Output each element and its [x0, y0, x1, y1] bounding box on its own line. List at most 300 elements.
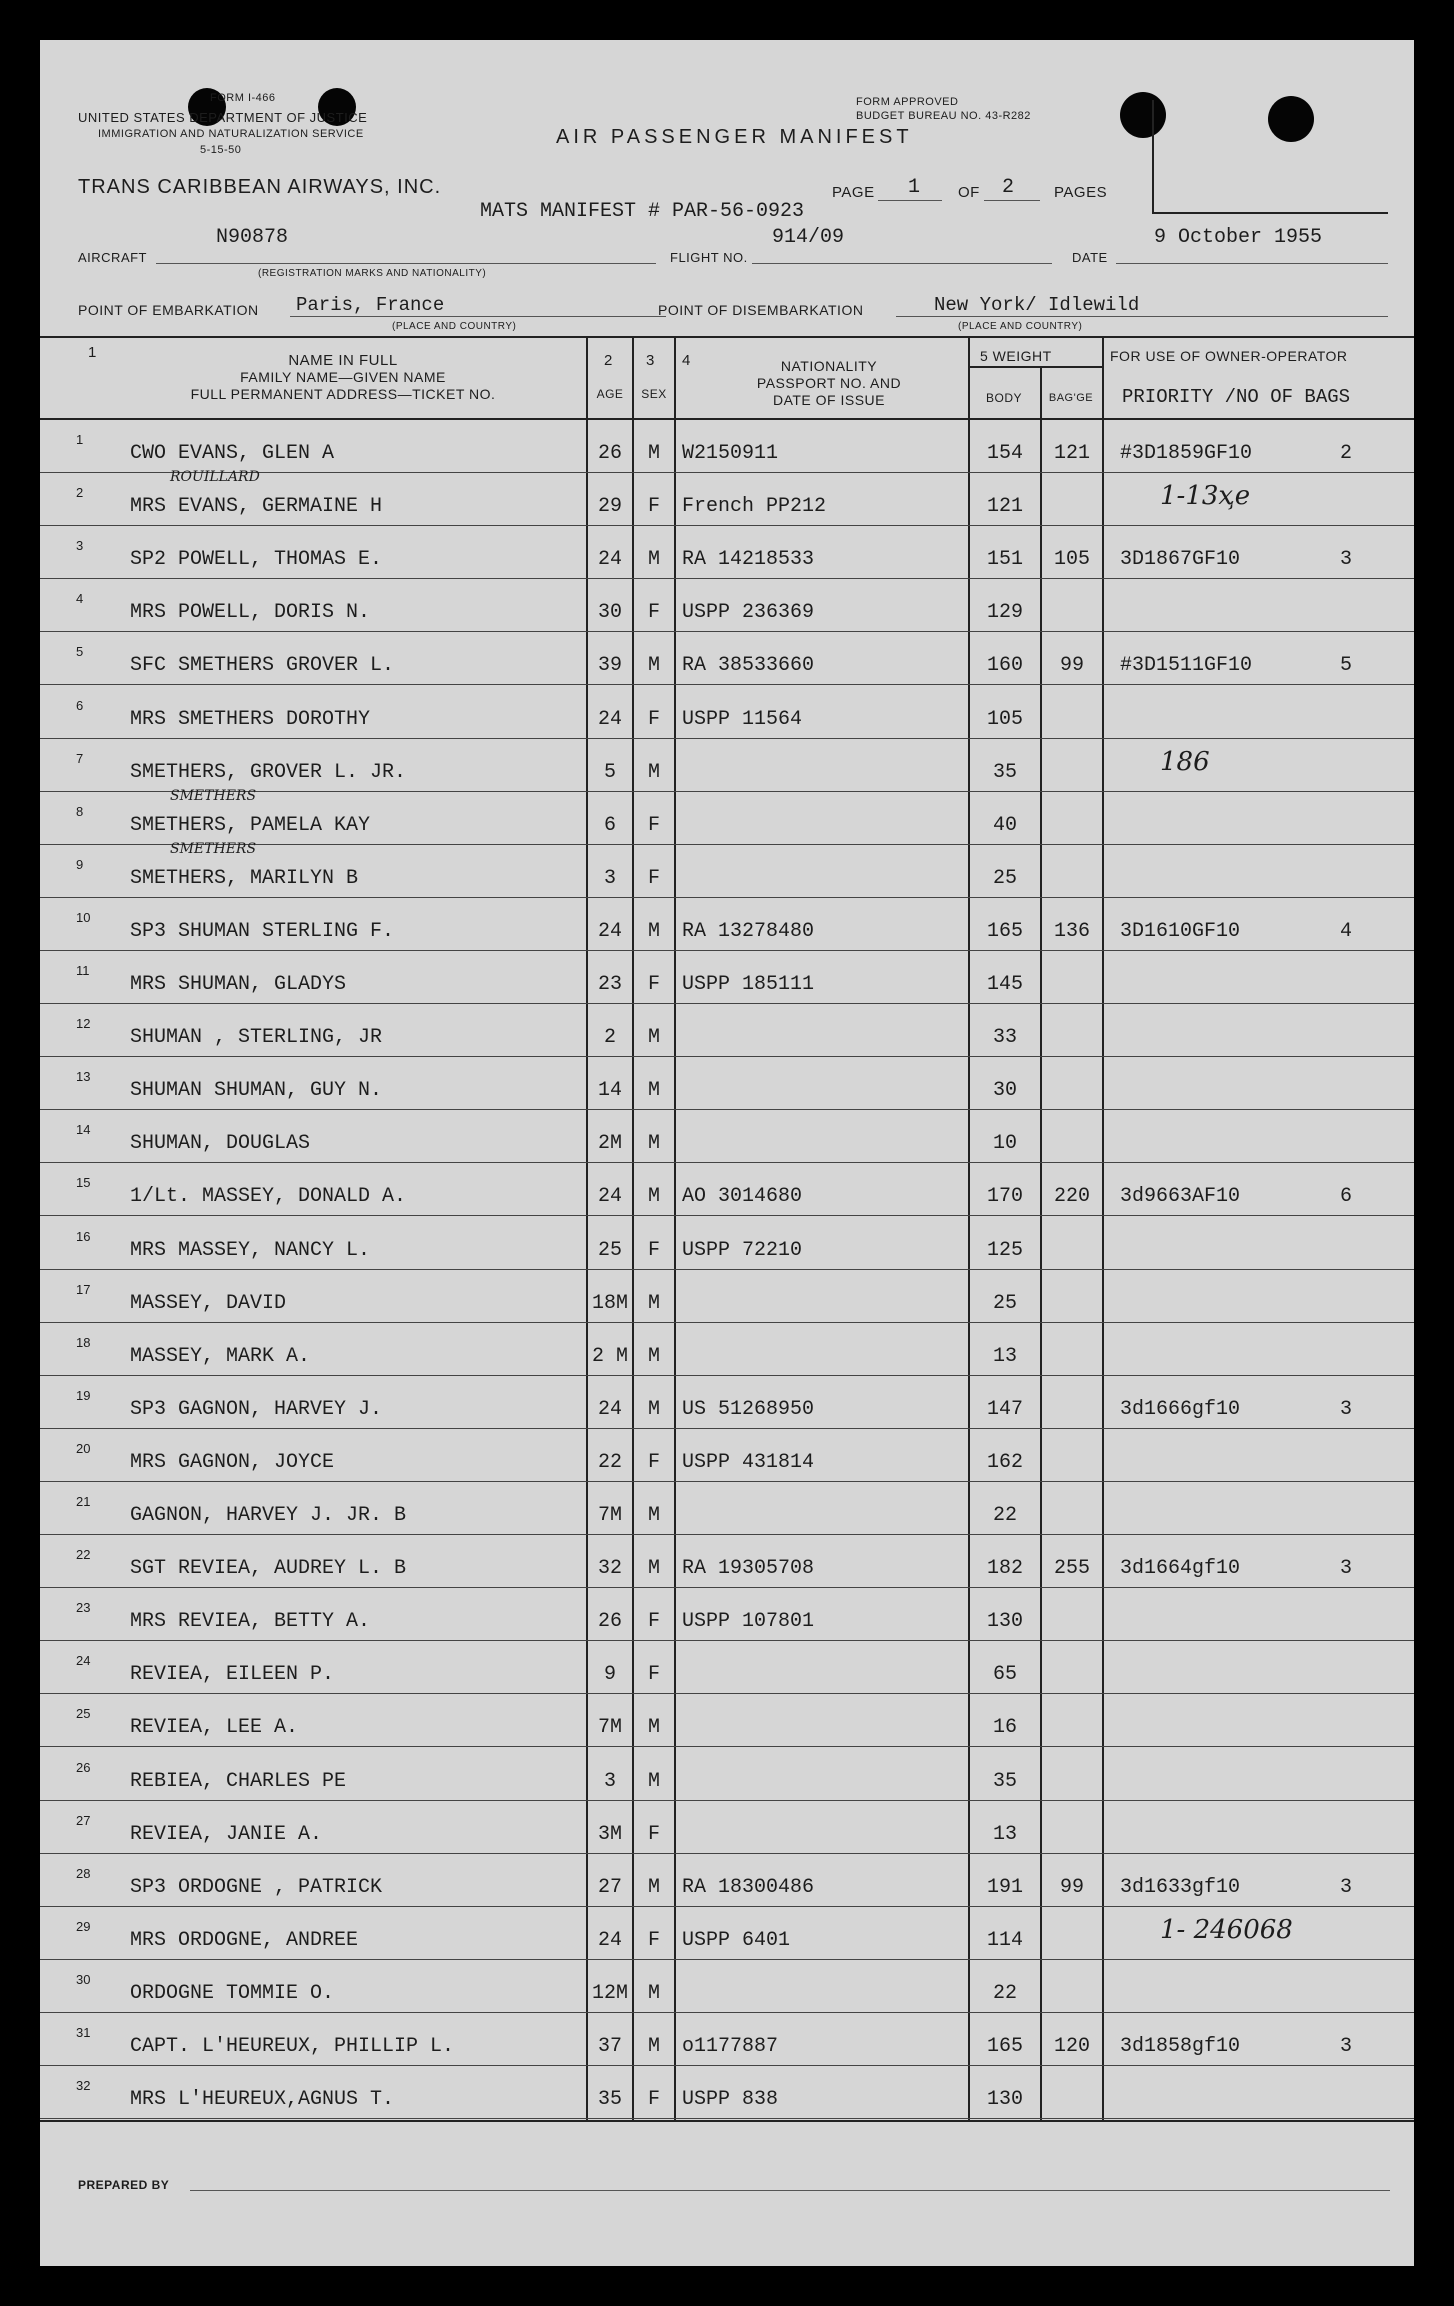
bag-count: 5 — [1340, 654, 1353, 678]
passenger-sex: F — [647, 1238, 660, 1262]
priority-code: 3D1610GF10 — [1120, 919, 1241, 943]
baggage-weight: 220 — [1053, 1185, 1090, 1209]
row-number: 29 — [76, 1918, 91, 1934]
approval-line-1: FORM APPROVED — [856, 96, 959, 108]
row-number: 3 — [76, 538, 84, 554]
row-number: 23 — [76, 1600, 91, 1616]
total-underline — [984, 200, 1040, 201]
passenger-sex: F — [647, 1610, 660, 1634]
owner-operator-header: FOR USE OF OWNER-OPERATOR — [1110, 348, 1348, 364]
passenger-age: 22 — [597, 1450, 622, 1474]
passenger-name: MRS POWELL, DORIS N. — [130, 601, 371, 625]
passenger-sex: M — [647, 919, 660, 943]
row-number: 19 — [76, 1387, 91, 1403]
passenger-name: MASSEY, MARK A. — [130, 1344, 311, 1368]
passenger-age: 12M — [591, 1981, 628, 2005]
passenger-age: 24 — [597, 1185, 622, 1209]
weight-header: 5 WEIGHT — [980, 348, 1052, 364]
passport-number: RA 14218533 — [682, 548, 815, 572]
passenger-age: 18M — [591, 1291, 628, 1315]
page-number: 1 — [908, 176, 921, 199]
body-weight: 129 — [986, 601, 1023, 625]
passport-number: French PP212 — [682, 495, 827, 519]
passenger-age: 5 — [603, 760, 616, 784]
body-weight: 154 — [986, 442, 1023, 465]
passenger-age: 24 — [597, 548, 622, 572]
passenger-name: MRS EVANS, GERMAINE H — [130, 495, 383, 519]
passport-number: USPP 185111 — [682, 973, 815, 996]
row-rule — [40, 2118, 1414, 2119]
passenger-sex: M — [647, 548, 660, 572]
row-number: 22 — [76, 1547, 91, 1563]
passenger-name: ORDOGNE TOMMIE O. — [130, 1981, 335, 2005]
embark-underline — [290, 316, 666, 317]
table-row — [40, 898, 1414, 951]
passenger-age: 32 — [597, 1557, 622, 1581]
body-weight: 65 — [992, 1663, 1017, 1687]
passenger-sex: F — [647, 1450, 660, 1474]
row-number: 8 — [76, 803, 84, 819]
body-weight: 162 — [986, 1450, 1023, 1474]
passport-number: RA 38533660 — [682, 654, 815, 678]
table-row — [40, 1482, 1414, 1535]
passenger-age: 24 — [597, 707, 622, 731]
bag-count: 3 — [1340, 548, 1353, 572]
table-row — [40, 1110, 1414, 1163]
row-number: 5 — [76, 644, 84, 660]
passport-number: AO 3014680 — [682, 1185, 803, 1209]
disembark-value: New York/ Idlewild — [934, 294, 1140, 316]
table-row — [40, 1907, 1414, 1960]
body-weight: 16 — [992, 1716, 1017, 1740]
passenger-sex: M — [647, 1504, 660, 1527]
table-row — [40, 951, 1414, 1004]
row-number: 32 — [76, 2078, 91, 2094]
passenger-age: 23 — [597, 973, 622, 996]
baggage-weight: 120 — [1053, 2035, 1090, 2058]
baggage-weight: 255 — [1053, 1557, 1090, 1581]
punch-hole-right-2 — [1268, 96, 1314, 142]
col2-number: 2 — [604, 352, 613, 369]
row-number: 25 — [76, 1706, 91, 1722]
manifest-title: AIR PASSENGER MANIFEST — [556, 126, 913, 148]
passenger-age: 9 — [603, 1663, 616, 1687]
table-row — [40, 632, 1414, 685]
passenger-name: MRS SHUMAN, GLADYS — [130, 973, 347, 996]
passenger-sex: F — [647, 973, 660, 996]
punch-hole-right-1 — [1120, 92, 1166, 138]
table-row — [40, 1854, 1414, 1907]
row-number: 21 — [76, 1494, 91, 1509]
passenger-age: 27 — [597, 1875, 622, 1899]
table-row — [40, 469, 1414, 526]
col1-line2: FAMILY NAME—GIVEN NAME — [240, 369, 446, 385]
passenger-name: MRS MASSEY, NANCY L. — [130, 1238, 371, 1262]
handwritten-annotation: 186 — [1160, 746, 1210, 777]
passenger-age: 14 — [597, 1079, 622, 1103]
page-underline — [878, 200, 942, 201]
passenger-name: SP3 SHUMAN STERLING F. — [130, 919, 395, 943]
priority-code: #3D1511GF10 — [1120, 654, 1253, 678]
row-number: 18 — [76, 1334, 91, 1350]
body-weight: 35 — [992, 760, 1017, 784]
table-row — [40, 1270, 1414, 1323]
col1-line3: FULL PERMANENT ADDRESS—TICKET NO. — [190, 386, 496, 402]
table-row — [40, 2066, 1414, 2119]
passenger-age: 24 — [597, 919, 622, 943]
bag-count: 3 — [1340, 1875, 1353, 1899]
row-number: 12 — [76, 1016, 91, 1032]
col3-label: SEX — [641, 387, 667, 401]
passenger-name: 1/Lt. MASSEY, DONALD A. — [130, 1185, 407, 1209]
row-number: 15 — [76, 1175, 91, 1191]
bag-count: 3 — [1340, 1557, 1353, 1581]
passenger-name: MRS REVIEA, BETTY A. — [130, 1610, 371, 1634]
passenger-sex: F — [647, 495, 660, 519]
handwritten-annotation: 1- 246068 — [1160, 1914, 1293, 1945]
col3-number: 3 — [646, 352, 655, 369]
baggage-weight: 99 — [1059, 654, 1084, 678]
row-number: 26 — [76, 1759, 91, 1775]
row-number: 20 — [76, 1440, 91, 1456]
passport-number: USPP 431814 — [682, 1450, 815, 1474]
passenger-name: MRS SMETHERS DOROTHY — [130, 707, 371, 731]
passenger-sex: F — [647, 2088, 660, 2112]
aircraft-value: N90878 — [216, 226, 289, 249]
priority-code: 3d9663AF10 — [1120, 1185, 1241, 1209]
passenger-age: 6 — [603, 813, 616, 837]
col2-label: AGE — [596, 387, 624, 401]
passenger-sex: M — [647, 1557, 660, 1581]
table-row — [40, 840, 1414, 898]
row-number: 24 — [76, 1653, 91, 1669]
passenger-name: GAGNON, HARVEY J. JR. B — [130, 1504, 407, 1527]
passenger-name: SMETHERS, PAMELA KAY — [130, 813, 371, 837]
table-row — [40, 2013, 1414, 2066]
priority-code: #3D1859GF10 — [1120, 442, 1253, 465]
passenger-sex: M — [647, 1769, 660, 1793]
passenger-name: SP3 ORDOGNE , PATRICK — [130, 1875, 383, 1899]
body-weight: 151 — [986, 548, 1023, 572]
passenger-age: 39 — [597, 654, 622, 678]
table-row — [40, 1323, 1414, 1376]
of-label: OF — [958, 184, 980, 201]
priority-code: 3d1858gf10 — [1120, 2035, 1241, 2058]
body-weight: 105 — [986, 707, 1023, 731]
handwritten-note: SMETHERS — [170, 787, 257, 804]
row-number: 16 — [76, 1228, 91, 1244]
row-number: 1 — [76, 432, 84, 447]
row-number: 30 — [76, 1971, 91, 1987]
flight-underline — [752, 263, 1052, 264]
manifest-sheet — [40, 40, 1414, 2266]
body-weight: 10 — [992, 1132, 1017, 1156]
body-weight: 30 — [992, 1079, 1017, 1103]
row-number: 28 — [76, 1865, 91, 1881]
passenger-sex: F — [647, 866, 660, 890]
row-number: 13 — [76, 1069, 91, 1085]
passenger-age: 37 — [597, 2035, 622, 2058]
passenger-age: 3M — [597, 1822, 622, 1846]
col4-header — [690, 358, 968, 409]
bag-count: 6 — [1340, 1185, 1353, 1209]
table-row — [40, 1694, 1414, 1747]
passenger-name: SP3 GAGNON, HARVEY J. — [130, 1397, 383, 1421]
passenger-sex: M — [647, 2035, 660, 2058]
flight-label: FLIGHT NO. — [670, 250, 748, 265]
col4-number: 4 — [682, 352, 691, 369]
table-row — [40, 1960, 1414, 2013]
passenger-name: MRS ORDOGNE, ANDREE — [130, 1928, 359, 1952]
passenger-age: 7M — [597, 1504, 622, 1527]
passenger-sex: M — [647, 760, 660, 784]
aircraft-label: AIRCRAFT — [78, 250, 147, 265]
bag-count: 4 — [1340, 919, 1353, 943]
body-weight: 170 — [986, 1185, 1023, 1209]
approval-line-2: BUDGET BUREAU NO. 43-R282 — [856, 110, 1031, 122]
table-row — [40, 1429, 1414, 1482]
passenger-sex: F — [647, 601, 660, 625]
passenger-sex: M — [647, 1079, 660, 1103]
disembark-label: POINT OF DISEMBARKATION — [658, 302, 864, 318]
table-row — [40, 1057, 1414, 1110]
passenger-name: SMETHERS, MARILYN B — [130, 866, 359, 890]
passenger-name: MRS L'HEUREUX,AGNUS T. — [130, 2088, 395, 2112]
passenger-name: REVIEA, EILEEN P. — [130, 1663, 335, 1687]
passport-number: USPP 236369 — [682, 601, 815, 625]
passenger-name: SP2 POWELL, THOMAS E. — [130, 548, 383, 572]
passenger-name: SHUMAN, DOUGLAS — [130, 1132, 311, 1156]
bag-count: 2 — [1340, 442, 1353, 465]
passenger-sex: M — [647, 1344, 660, 1368]
prepared-by-underline — [190, 2190, 1390, 2191]
handwritten-annotation: 1-13ҳe — [1160, 481, 1251, 512]
passenger-sex: M — [647, 1981, 660, 2005]
row-number: 9 — [76, 856, 84, 872]
table-row — [40, 1588, 1414, 1641]
passport-number: USPP 838 — [682, 2088, 779, 2112]
passenger-age: 2 — [603, 1026, 616, 1050]
bag-count: 3 — [1340, 1397, 1353, 1421]
passenger-name: MRS GAGNON, JOYCE — [130, 1450, 335, 1474]
passenger-age: 24 — [597, 1397, 622, 1421]
disembark-underline — [896, 316, 1388, 317]
passenger-age: 26 — [597, 442, 622, 465]
passenger-sex: M — [647, 1397, 660, 1421]
embark-value: Paris, France — [296, 294, 445, 316]
table-row — [40, 787, 1414, 845]
form-number: FORM I-466 — [210, 92, 276, 104]
table-row — [40, 420, 1414, 473]
passenger-name: CWO EVANS, GLEN A — [130, 442, 335, 465]
passenger-sex: M — [647, 1026, 660, 1050]
table-row — [40, 1163, 1414, 1216]
row-number: 7 — [76, 750, 84, 766]
passenger-age: 7M — [597, 1716, 622, 1740]
body-weight: 160 — [986, 654, 1023, 678]
row-number: 4 — [76, 591, 84, 607]
table-row — [40, 526, 1414, 579]
passenger-sex: F — [647, 1822, 660, 1846]
passenger-name: REBIEA, CHARLES PE — [130, 1769, 347, 1793]
col1-number: 1 — [88, 344, 97, 361]
body-weight: 13 — [992, 1822, 1017, 1846]
passenger-age: 2 M — [591, 1344, 628, 1368]
passenger-age: 30 — [597, 601, 622, 625]
passenger-sex: M — [647, 1716, 660, 1740]
body-weight: 191 — [986, 1875, 1023, 1899]
passenger-age: 26 — [597, 1610, 622, 1634]
passenger-sex: M — [647, 654, 660, 678]
passport-number: USPP 11564 — [682, 707, 803, 731]
table-top-rule — [40, 336, 1414, 338]
page-label: PAGE — [832, 184, 875, 201]
table-row — [40, 1004, 1414, 1057]
passenger-sex: F — [647, 707, 660, 731]
priority-code: 3d1666gf10 — [1120, 1397, 1241, 1421]
baggage-weight: 105 — [1053, 548, 1090, 572]
body-weight: 130 — [986, 2088, 1023, 2112]
col1-header — [100, 352, 586, 403]
passport-number: USPP 72210 — [682, 1238, 803, 1262]
corner-box-bottom — [1152, 212, 1388, 214]
baggage-weight: 99 — [1059, 1875, 1084, 1899]
table-row — [40, 1217, 1414, 1270]
table-row — [40, 1801, 1414, 1854]
passport-number: RA 18300486 — [682, 1875, 815, 1899]
corner-box-left — [1152, 100, 1154, 212]
body-weight: 22 — [992, 1504, 1017, 1527]
row-number: 10 — [76, 909, 91, 925]
passport-number: o1177887 — [682, 2035, 779, 2058]
page-total: 2 — [1002, 176, 1015, 199]
passenger-sex: M — [647, 1132, 660, 1156]
row-number: 6 — [76, 697, 84, 713]
row-number: 14 — [76, 1122, 91, 1138]
passenger-name: SHUMAN SHUMAN, GUY N. — [130, 1079, 383, 1103]
disembark-caption: (PLACE AND COUNTRY) — [958, 321, 1083, 332]
body-weight: 35 — [992, 1769, 1017, 1793]
body-weight: 147 — [986, 1397, 1023, 1421]
service-name: IMMIGRATION AND NATURALIZATION SERVICE — [98, 128, 364, 140]
passenger-name: REVIEA, JANIE A. — [130, 1822, 323, 1846]
baggage-weight: 121 — [1053, 442, 1090, 465]
passenger-name: REVIEA, LEE A. — [130, 1716, 299, 1740]
embark-caption: (PLACE AND COUNTRY) — [392, 321, 517, 332]
baggage-weight: 136 — [1053, 919, 1090, 943]
passenger-name: CAPT. L'HEUREUX, PHILLIP L. — [130, 2035, 455, 2058]
col4-line3: DATE OF ISSUE — [772, 392, 886, 408]
body-weight: 130 — [986, 1610, 1023, 1634]
table-row — [40, 1641, 1414, 1694]
passenger-age: 2M — [597, 1132, 622, 1156]
department-name: UNITED STATES DEPARTMENT OF JUSTICE — [78, 110, 368, 125]
passenger-age: 24 — [597, 1928, 622, 1952]
embark-label: POINT OF EMBARKATION — [78, 302, 259, 318]
handwritten-note: SMETHERS — [170, 840, 257, 857]
passenger-sex: M — [647, 1185, 660, 1209]
table-row — [40, 1748, 1414, 1801]
table-row — [40, 739, 1414, 792]
aircraft-caption: (REGISTRATION MARKS AND NATIONALITY) — [258, 268, 487, 279]
passenger-age: 25 — [597, 1238, 622, 1262]
body-weight: 145 — [986, 973, 1023, 996]
body-weight: 114 — [986, 1928, 1023, 1952]
row-number: 17 — [76, 1281, 91, 1297]
body-weight: 165 — [986, 2035, 1023, 2058]
passport-number: RA 13278480 — [682, 919, 815, 943]
body-weight: 40 — [992, 813, 1017, 837]
weight-sub-rule — [968, 366, 1102, 368]
col1-line1: NAME IN FULL — [288, 352, 398, 369]
table-bottom-rule — [40, 2120, 1414, 2122]
passenger-sex: F — [647, 1663, 660, 1687]
row-number: 11 — [76, 963, 90, 978]
body-weight: 22 — [992, 1981, 1017, 2005]
table-row — [40, 1376, 1414, 1429]
form-date: 5-15-50 — [200, 144, 242, 156]
body-weight: 13 — [992, 1344, 1017, 1368]
aircraft-underline — [156, 263, 656, 264]
body-weight: 165 — [986, 919, 1023, 943]
passenger-sex: M — [647, 1875, 660, 1899]
weight-body-label: BODY — [985, 391, 1022, 405]
body-weight: 182 — [986, 1557, 1023, 1581]
passenger-name: SMETHERS, GROVER L. JR. — [130, 760, 407, 784]
body-weight: 33 — [992, 1026, 1017, 1050]
bag-count: 3 — [1340, 2035, 1353, 2058]
priority-code: 3d1664gf10 — [1120, 1557, 1241, 1581]
table-row — [40, 1535, 1414, 1588]
passport-number: USPP 6401 — [682, 1928, 791, 1952]
passport-number: RA 19305708 — [682, 1557, 815, 1581]
body-weight: 125 — [986, 1238, 1023, 1262]
row-number: 31 — [76, 2025, 91, 2040]
prepared-by-label: PREPARED BY — [78, 2178, 170, 2192]
priority-code: 3d1633gf10 — [1120, 1875, 1241, 1899]
date-value: 9 October 1955 — [1154, 226, 1323, 249]
priority-header: PRIORITY /NO OF BAGS — [1122, 386, 1351, 408]
priority-code: 3D1867GF10 — [1120, 548, 1241, 572]
date-label: DATE — [1072, 250, 1108, 265]
body-weight: 25 — [992, 1291, 1017, 1315]
passenger-age: 29 — [597, 495, 622, 519]
passenger-sex: M — [647, 442, 660, 465]
body-weight: 25 — [992, 866, 1017, 890]
passport-number: W2150911 — [682, 442, 779, 465]
col4-line2: PASSPORT NO. AND — [756, 375, 902, 391]
passenger-age: 3 — [603, 866, 616, 890]
flight-value: 914/09 — [772, 226, 845, 249]
passenger-sex: F — [647, 1928, 660, 1952]
pages-label: PAGES — [1054, 184, 1108, 201]
col4-line1: NATIONALITY — [780, 358, 878, 374]
date-underline — [1116, 263, 1388, 264]
airline-name: TRANS CARIBBEAN AIRWAYS, INC. — [78, 176, 442, 198]
passenger-age: 3 — [603, 1769, 616, 1793]
body-weight: 121 — [986, 495, 1023, 519]
passenger-name: SGT REVIEA, AUDREY L. B — [130, 1557, 407, 1581]
passenger-name: MASSEY, DAVID — [130, 1291, 287, 1315]
passenger-name: SHUMAN , STERLING, JR — [130, 1026, 383, 1050]
passenger-name: SFC SMETHERS GROVER L. — [130, 654, 395, 678]
passport-number: USPP 107801 — [682, 1610, 815, 1634]
passenger-sex: M — [647, 1291, 660, 1315]
mats-manifest: MATS MANIFEST # PAR-56-0923 — [480, 200, 805, 223]
table-row — [40, 686, 1414, 739]
passenger-sex: F — [647, 813, 660, 837]
passenger-age: 35 — [597, 2088, 622, 2112]
